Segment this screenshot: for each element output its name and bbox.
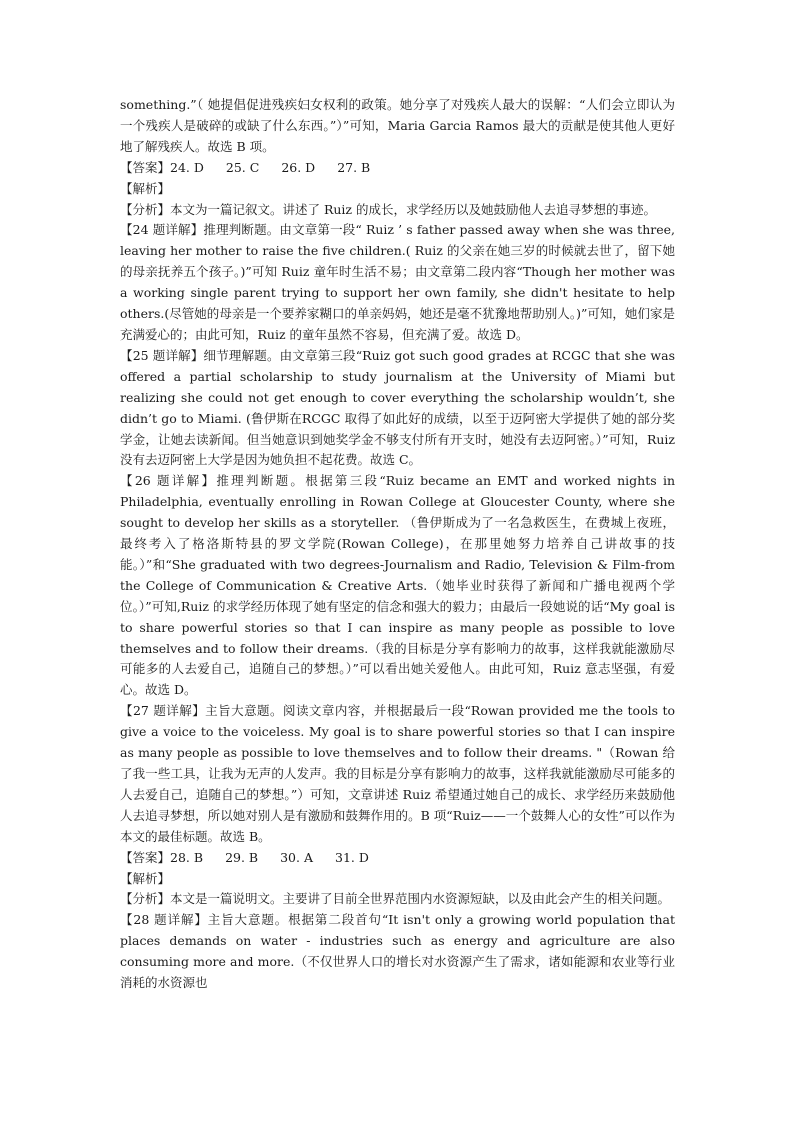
answer-item: 29. B [225,849,259,865]
answer-item: 28. B [170,849,204,865]
paragraph-q25: 【25 题详解】细节理解题。由文章第三段“Ruiz got such good grades at RCGC that she was offered a partial scholarship to study journalism at the University of Miami but realizing she could not get enough to cover everything the scholarship wouldn’t, she didn’t go to Miami. (鲁伊斯在RCGC 取得了如此好的成绩，以至于迈阿密大学提供了她的部分奖学金，让她去读新闻。但当她意识到她奖学金不够支付所有开支时，她没有去迈阿密。）”可知，Ruiz 没有去迈阿密上大学是因为她负担不起花费。故选 C。 [120,347,675,468]
paragraph-q24: 【24 题详解】推理判断题。由文章第一段“ Ruiz ’ s father passed away when she was three, leaving her mother to raise the five children.( Ruiz 的父亲在她三岁的时候就去世了，留下她的母亲抚养五个孩子。)”可知 Ruiz 童年时生活不易；由文章第二段内容“Though her mother was a working single parent trying to support her own family, she didn't hesitate to help others.(尽管她的母亲是一个要养家糊口的单亲妈妈，她还是毫不犹豫地帮助别人。)”可知，她们家是充满爱心的；由此可知，Ruiz 的童年虽然不容易，但充满了爱。故选 D。 [120,222,675,342]
answer-item: 24. D [170,159,204,175]
answer-line-1 [120,158,675,179]
answer-item: 26. D [281,159,316,175]
answer-item: 25. C [225,159,260,175]
answer-item: 30. A [280,849,313,865]
answer-item: 31. D [335,849,369,865]
analysis-heading: 【解析】 [120,870,171,886]
document-page [120,95,675,994]
paragraph-q27: 【27 题详解】主旨大意题。阅读文章内容，并根据最后一段“Rowan provided me the tools to give a voice to the voiceless. My goal is to share powerful stories so that I can inspire as many people as possible to love themselves and to follow their dreams. "（Rowan 给了我一些工具，让我为无声的人发声。我的目标是分享有影响力的故事，这样我就能激励尽可能多的人去爱自己，追随自己的梦想。”）可知，文章讲述 Ruiz 希望通过她自己的成长、求学经历来鼓励他人去追寻梦想，所以她对别人是有激励和鼓舞作用的。B 项“Ruiz——一个鼓舞人心的女性”可以作为本文的最佳标题。故选 B。 [120,703,675,844]
paragraph-intro: something.”（ 她提倡促进残疾妇女权利的政策。她分享了对残疾人最大的误解：“人们会立即认为一个残疾人是破碎的或缺了什么东西。”）”可知，Maria Garcia Ramos 最大的贡献是使其他人更好地了解残疾人。故选 B 项。 [120,97,675,154]
paragraph-analysis: 【分析】本文是一篇说明文。主要讲了目前全世界范围内水资源短缺，以及由此会产生的相关问题。 [120,891,671,907]
answer-label: 【答案】 [120,159,171,175]
answer-line-2 [120,848,675,869]
paragraph-analysis: 【分析】本文为一篇记叙文。讲述了 Ruiz 的成长，求学经历以及她鼓励他人去追寻梦想的事迹。 [120,201,656,217]
paragraph-q26: 【26 题详解】推理判断题。根据第三段“Ruiz became an EMT and worked nights in Philadelphia, eventually enrolling in Rowan College at Gloucester County, where she sought to develop her skills as a storyteller. （鲁伊斯成为了一名急救医生，在费城上夜班，最终考入了格洛斯特县的罗文学院(Rowan College)，在那里她努力培养自己讲故事的技能。）”和“She graduated with two degrees-Journalism and Radio, Television & Film-from the College of Communication & Creative Arts.（她毕业时获得了新闻和广播电视两个学位。）”可知,Ruiz 的求学经历体现了她有坚定的信念和强大的毅力；由最后一段她说的话“My goal is to share powerful stories so that I can inspire as many people as possible to love themselves and to follow their dreams.（我的目标是分享有影响力的故事，这样我就能激励尽可能多的人去爱自己，追随自己的梦想。）”可以看出她关爱他人。由此可知，Ruiz 意志坚强，有爱心。故选 D。 [120,473,675,698]
answer-label: 【答案】 [120,849,171,865]
answer-item: 27. B [337,159,371,175]
analysis-heading: 【解析】 [120,180,171,196]
paragraph-q28: 【28 题详解】主旨大意题。根据第二段首句“It isn't only a growing world population that places demands on water - industries such as energy and agriculture are also consuming more and more.（不仅世界人口的增长对水资源产生了需求，诸如能源和农业等行业消耗的水资源也 [120,912,675,991]
